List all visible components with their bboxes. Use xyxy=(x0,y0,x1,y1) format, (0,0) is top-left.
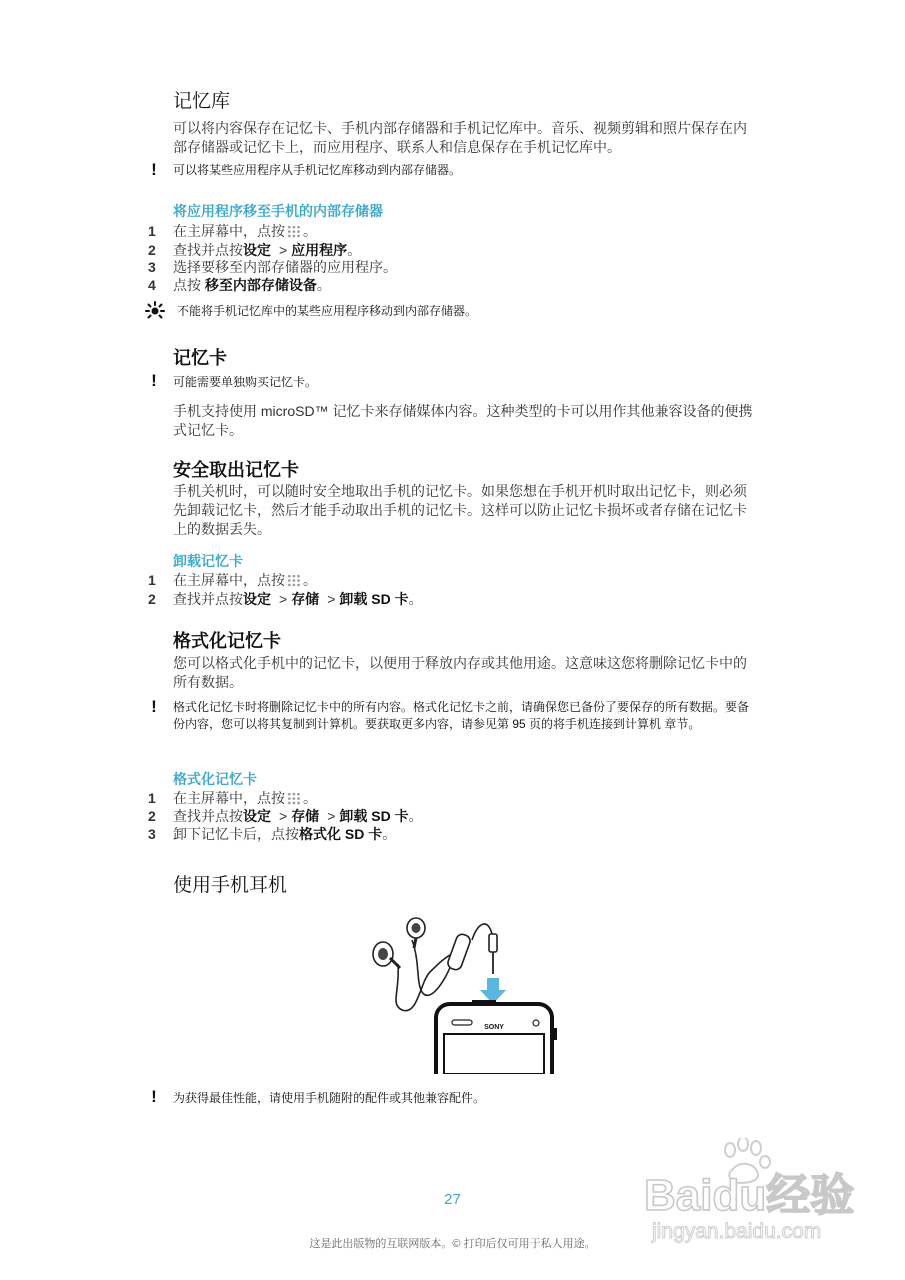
footer-text: 这是此出版物的互联网版本。© 打印后仅可用于私人用途。 xyxy=(309,1238,596,1250)
card-paragraph: 手机支持使用 microSD™ 记忆卡来存储媒体内容。这种类型的卡可以用作其他兼容设备的便携式记忆卡。 xyxy=(173,403,753,438)
page-number: 27 xyxy=(444,1191,461,1208)
card-title: 记忆卡 xyxy=(173,348,227,368)
warning-icon: ! xyxy=(151,160,157,179)
eject-subhead: 卸载记忆卡 xyxy=(173,553,243,569)
format-title: 格式化记忆卡 xyxy=(173,631,281,651)
headset-title: 使用手机耳机 xyxy=(173,875,288,896)
warning-icon: ! xyxy=(151,371,157,390)
apps-grid-icon xyxy=(287,225,301,238)
svg-text:Baidu经验: Baidu经验 xyxy=(644,1171,855,1220)
memory-subhead: 将应用程序移至手机的内部存储器 xyxy=(173,203,383,219)
headset-illustration xyxy=(360,912,570,1074)
baidu-watermark xyxy=(642,1138,872,1248)
warning-icon: ! xyxy=(151,697,157,716)
headset-note: 为获得最佳性能，请使用手机随附的配件或其他兼容配件。 xyxy=(173,1091,486,1105)
tip-lightbulb-icon xyxy=(144,300,166,322)
apps-grid-icon xyxy=(287,574,301,587)
format-subhead: 格式化记忆卡 xyxy=(173,771,257,787)
eject-paragraph: 手机关机时，可以随时安全地取出手机的记忆卡。如果您想在手机开机时取出记忆卡，则必须先卸载记忆卡，然后才能手动取出手机的记忆卡。这样可以防止记忆卡损坏或者存储在记忆卡上的数据丢失。 xyxy=(173,483,747,537)
memory-title: 记忆库 xyxy=(173,91,231,112)
format-note: 格式化记忆卡时将删除记忆卡中的所有内容。格式化记忆卡之前，请确保您已备份了要保存的所有数据。要备份内容，您可以将其复制到计算机。要获取更多内容，请参见第 95 页的将手机连接到计算机 章节。 xyxy=(173,700,750,731)
card-note: 可能需要单独购买记忆卡。 xyxy=(173,375,318,389)
warning-icon: ! xyxy=(151,1087,157,1106)
memory-note: 可以将某些应用程序从手机记忆库移动到内部存储器。 xyxy=(173,163,462,177)
svg-text:SONY: SONY xyxy=(484,1024,504,1031)
apps-grid-icon xyxy=(287,792,301,805)
format-paragraph: 您可以格式化手机中的记忆卡，以便用于释放内存或其他用途。这意味这您将删除记忆卡中的所有数据。 xyxy=(173,655,747,690)
svg-text:jingyan.baidu.com: jingyan.baidu.com xyxy=(652,1220,822,1243)
eject-title: 安全取出记忆卡 xyxy=(173,460,299,480)
memory-paragraph: 可以将内容保存在记忆卡、手机内部存储器和手机记忆库中。音乐、视频剪辑和照片保存在内部存储器或记忆卡上，而应用程序、联系人和信息保存在手机记忆库中。 xyxy=(173,120,747,155)
memory-tip: 不能将手机记忆库中的某些应用程序移动到内部存储器。 xyxy=(177,304,478,318)
